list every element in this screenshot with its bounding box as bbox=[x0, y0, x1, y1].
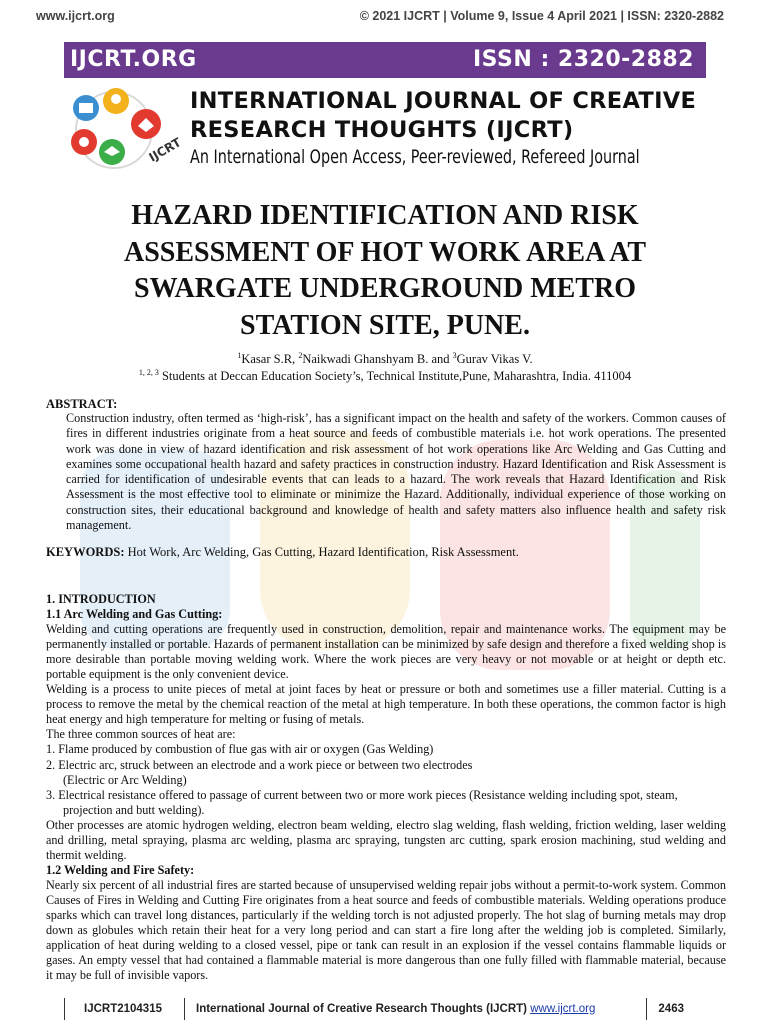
paragraph: Welding is a process to unite pieces of metal at joint faces by heat or pressure or both and sometimes use a filler material. Cutting is a process to remove the metal by the chemical reaction of the metal at high temperature. In both these operations, the common factor is high heat energy and high temperature for melting or fusing of metals. bbox=[46, 682, 726, 727]
footer-journal-name: International Journal of Creative Research Thoughts (IJCRT) bbox=[196, 1003, 531, 1015]
abstract-heading: ABSTRACT: bbox=[46, 397, 118, 411]
journal-title-line1: INTERNATIONAL JOURNAL OF CREATIVE bbox=[190, 88, 697, 114]
author-affiliation bbox=[0, 369, 770, 384]
page-header bbox=[0, 0, 770, 34]
footer-divider bbox=[184, 998, 185, 1020]
paragraph: The three common sources of heat are: bbox=[46, 727, 236, 742]
banner-site: IJCRT.ORG bbox=[70, 47, 197, 72]
author-list bbox=[0, 352, 770, 367]
page-footer bbox=[64, 998, 706, 1020]
keywords bbox=[46, 545, 726, 560]
affiliation-sup: 1, 2, 3 bbox=[138, 367, 159, 377]
list-item-continuation: projection and butt welding). bbox=[63, 802, 205, 817]
paper-body bbox=[46, 592, 726, 983]
ijcrt-logo-icon bbox=[64, 84, 192, 176]
keywords-label: KEYWORDS: bbox=[46, 545, 125, 559]
list-item: 3. Electrical resistance offered to passage of current between two or more work pieces (Resistance welding including spot, steam, bbox=[46, 787, 678, 802]
header-citation: © 2021 IJCRT | Volume 9, Issue 4 April 2021 | ISSN: 2320-2882 bbox=[359, 9, 724, 23]
footer-divider bbox=[646, 998, 647, 1020]
footer-journal bbox=[196, 1003, 595, 1015]
list-item: 1. Flame produced by combustion of flue gas with air or oxygen (Gas Welding) bbox=[46, 742, 434, 757]
paper-title-line: STATION SITE, PUNE. bbox=[240, 309, 530, 341]
logo-text: IJCRT bbox=[146, 135, 184, 165]
paper-title-line: HAZARD IDENTIFICATION AND RISK bbox=[131, 200, 639, 231]
subsection-heading: 1.1 Arc Welding and Gas Cutting: bbox=[46, 607, 223, 622]
abstract-text: Construction industry, often termed as ‘high-risk’, has a significant impact on the health and safety of the workers. Common causes of fires in different industries originate from a heat source and feeds of combustible materials i.e. hot work operations. The presented work was done in view of hazard identification and risk assessment of hot work operations like Arc Welding and Gas Cutting and examines some occupational health hazard and safety practices in construction industry. Hazard Identification and Risk Assessment is carried for identification of undesirable events that can leads to a hazard. The work reveals that Hazard Identification and Risk Assessment is the most effective tool to eliminate or minimize the Hazard. Additionally, individual experience of those working on construction sites, their educational background and knowledge of health and safety matters also influence health and safety risk management. bbox=[66, 411, 726, 533]
footer-link[interactable]: www.ijcrt.org bbox=[530, 1003, 596, 1015]
paragraph: Nearly six percent of all industrial fires are started because of unsupervised welding repair jobs without a permit-to-work system. Common Causes of Fires in Welding and Cutting Fire originates from a heat source and feeds of combustible materials. Welding operations produce sparks which can travel long distances, particularly if the welding torch is not adjusted properly. The hot slag of burning metals may drop down as globules which retain their heat for a very long period and can start a fire long after the welding job is completed. Similarly, application of heat during welding to a closed vessel, pipe or tank can result in an explosion if the vessel contains flammable liquids or gases. An empty vessel that had contained a flammable material is more dangerous than one fully filled with flammable material, because it may be full of invisible vapors. bbox=[46, 877, 726, 983]
author-name: Gurav Vikas V. bbox=[456, 352, 533, 366]
list-item: 2. Electric arc, struck between an electrode and a work piece or between two electrodes bbox=[46, 757, 473, 772]
author-sup: 2 bbox=[298, 350, 303, 360]
author-sup: 3 bbox=[452, 350, 457, 360]
section-heading: 1. INTRODUCTION bbox=[46, 592, 156, 606]
subsection-heading: 1.2 Welding and Fire Safety: bbox=[46, 862, 195, 877]
header-website[interactable]: www.ijcrt.org bbox=[36, 9, 115, 23]
journal-subtitle: An International Open Access, Peer-reviewed, Refereed Journal bbox=[190, 146, 640, 168]
footer-page-number: 2463 bbox=[658, 1003, 684, 1015]
keywords-text: Hot Work, Arc Welding, Gas Cutting, Hazard Identification, Risk Assessment. bbox=[124, 545, 519, 559]
banner-issn: ISSN : 2320-2882 bbox=[472, 47, 694, 72]
author-name: Kasar S.R, bbox=[241, 352, 299, 366]
footer-paper-id: IJCRT2104315 bbox=[84, 1003, 162, 1015]
paper-title-line: ASSESSMENT OF HOT WORK AREA AT bbox=[123, 236, 647, 268]
author-name: Naikwadi Ghanshyam B. and bbox=[302, 352, 453, 366]
paragraph: Other processes are atomic hydrogen welding, electron beam welding, electro slag welding, flash welding, friction welding, laser welding and drilling, metal spraying, plasma arc welding, plasma arc spraying, tungsten arc cutting, spark erosion machining, stud welding and thermit welding. bbox=[46, 817, 726, 862]
paragraph: Welding and cutting operations are frequently used in construction, demolition, repair and maintenance works. The equipment may be permanently installed or portable. Hazards of permanent installation can be minimized by safe design and therefore a fixed welding shop is more desirable than portable moving welding work. Where the work pieces are very heavy or not movable or at height or depth etc. portable equipment is the only convenient device. bbox=[46, 622, 726, 682]
paper-title bbox=[60, 198, 710, 344]
list-item-continuation: (Electric or Arc Welding) bbox=[63, 772, 187, 787]
footer-divider bbox=[64, 998, 65, 1020]
paper-title-line: SWARGATE UNDERGROUND METRO bbox=[134, 273, 636, 304]
journal-banner bbox=[64, 42, 706, 78]
author-sup: 1 bbox=[237, 350, 242, 360]
affiliation-text: Students at Deccan Education Society’s, Technical Institute,Pune, Maharashtra, India. 411004 bbox=[158, 369, 632, 383]
journal-title-line2: RESEARCH THOUGHTS (IJCRT) bbox=[190, 117, 574, 143]
